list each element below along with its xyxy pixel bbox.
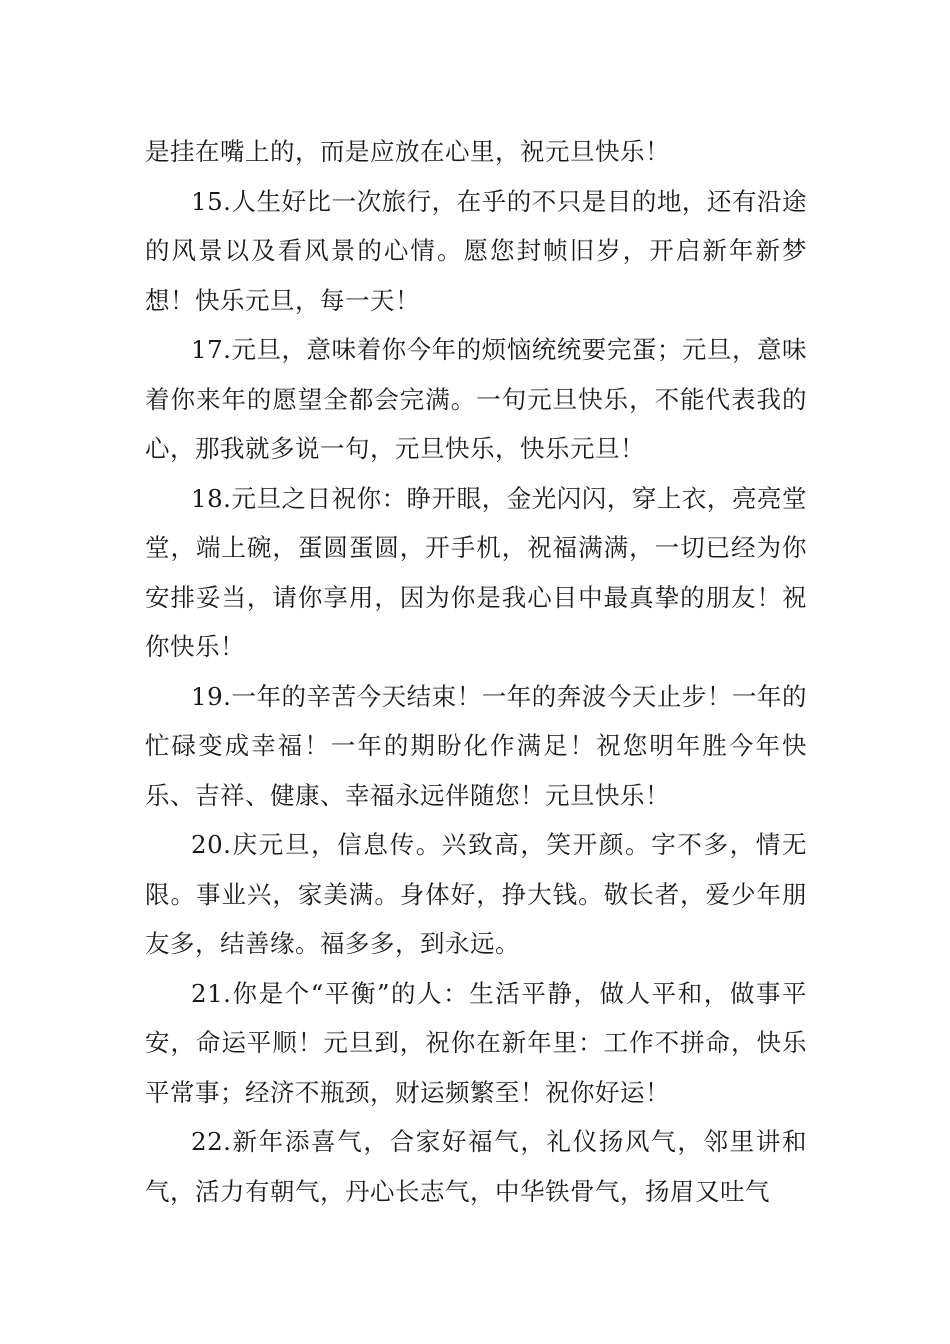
paragraph-19: 19.一年的辛苦今天结束！一年的奔波今天止步！一年的忙碌变成幸福！一年的期盼化作满足！祝您明年胜今年快乐、吉祥、健康、幸福永远伴随您！元旦快乐！ xyxy=(145,681,807,810)
paragraph-20: 20.庆元旦，信息传。兴致高，笑开颜。字不多，情无限。事业兴，家美满。身体好，挣大钱。敬长者，爱少年朋友多，结善缘。福多多，到永远。 xyxy=(145,830,807,958)
document-body xyxy=(145,127,807,1216)
paragraph-18: 18.元旦之日祝你：睁开眼，金光闪闪，穿上衣，亮亮堂堂，端上碗，蛋圆蛋圆，开手机，祝福满满，一切已经为你安排妥当，请你享用，因为你是我心目中最真挚的朋友！祝你快乐！ xyxy=(145,483,807,661)
paragraph-15: 15.人生好比一次旅行，在乎的不只是目的地，还有沿途的风景以及看风景的心情。愿您封帧旧岁，开启新年新梦想！快乐元旦，每一天！ xyxy=(145,186,807,315)
paragraph-17: 17.元旦，意味着你今年的烦恼统统要完蛋；元旦，意味着你来年的愿望全都会完满。一句元旦快乐，不能代表我的心，那我就多说一句，元旦快乐，快乐元旦！ xyxy=(145,335,807,463)
paragraph-21: 21.你是个“平衡”的人：生活平静，做人平和，做事平安，命运平顺！元旦到，祝你在新年里：工作不拼命，快乐平常事；经济不瓶颈，财运频繁至！祝你好运！ xyxy=(145,978,807,1107)
paragraph-continuation: 是挂在嘴上的，而是应放在心里，祝元旦快乐！ xyxy=(145,137,670,166)
paragraph-22: 22.新年添喜气，合家好福气，礼仪扬风气，邻里讲和气，活力有朝气，丹心长志气，中华铁骨气，扬眉又吐气 xyxy=(145,1127,807,1206)
